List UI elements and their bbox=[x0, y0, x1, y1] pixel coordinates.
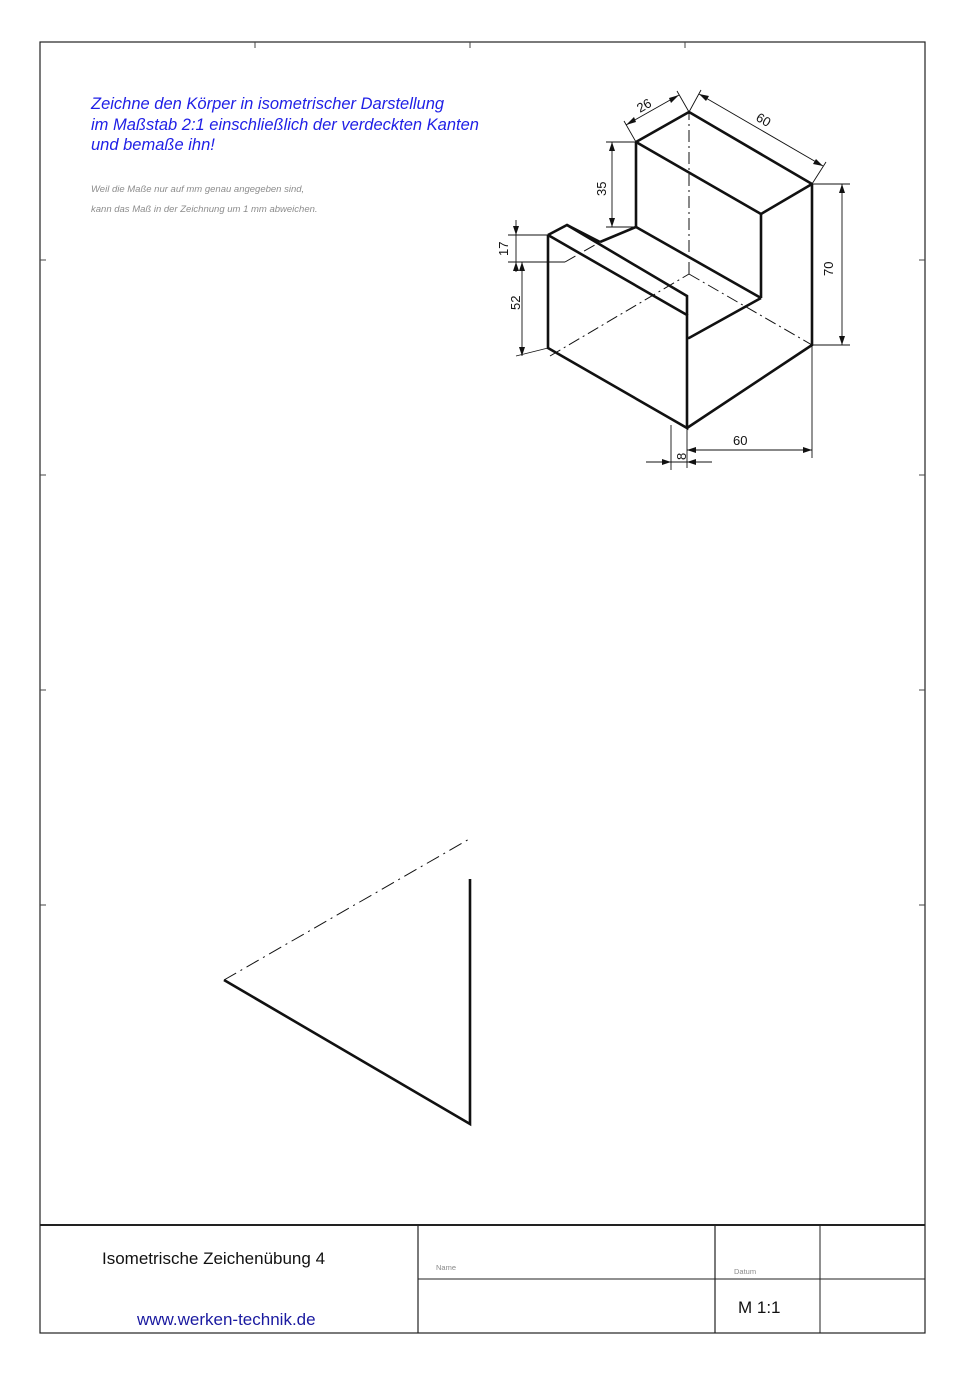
tolerance-note bbox=[91, 180, 451, 219]
dim-60-bottom-label: 60 bbox=[733, 433, 748, 448]
starter-edges bbox=[224, 879, 470, 1124]
website-link[interactable]: www.werken-technik.de bbox=[137, 1310, 316, 1329]
scale-value: M 1:1 bbox=[738, 1298, 781, 1317]
task-instructions bbox=[91, 94, 611, 156]
starter-axis-dashed bbox=[224, 838, 471, 980]
name-field-label: Name bbox=[436, 1263, 457, 1272]
isometric-reference-body bbox=[548, 109, 812, 428]
starter-construction bbox=[224, 838, 471, 1124]
dim-70-label: 70 bbox=[821, 261, 836, 276]
task-line-2: im Maßstab 2:1 einschließlich der verdeckten Kanten bbox=[91, 115, 479, 134]
dim-8-label: 8 bbox=[674, 452, 689, 460]
exercise-title: Isometrische Zeichenübung 4 bbox=[102, 1249, 326, 1268]
date-field-label: Datum bbox=[734, 1267, 757, 1276]
dim-60-top-label: 60 bbox=[753, 109, 774, 130]
dim-35-label: 35 bbox=[594, 181, 609, 196]
note-line-1: Weil die Maße nur auf mm genau angegeben sind, bbox=[91, 184, 305, 195]
dim-17-label: 17 bbox=[496, 241, 511, 256]
visible-edges bbox=[548, 109, 812, 428]
dim-52-label: 52 bbox=[508, 295, 523, 310]
note-line-2: kann das Maß in der Zeichnung um 1 mm abweichen. bbox=[91, 203, 318, 215]
sheet-border bbox=[40, 42, 925, 1333]
task-line-3: und bemaße ihn! bbox=[91, 136, 215, 154]
task-line-1: Zeichne den Körper in isometrischer Darstellung bbox=[91, 95, 445, 113]
dim-26-label: 26 bbox=[634, 95, 655, 116]
